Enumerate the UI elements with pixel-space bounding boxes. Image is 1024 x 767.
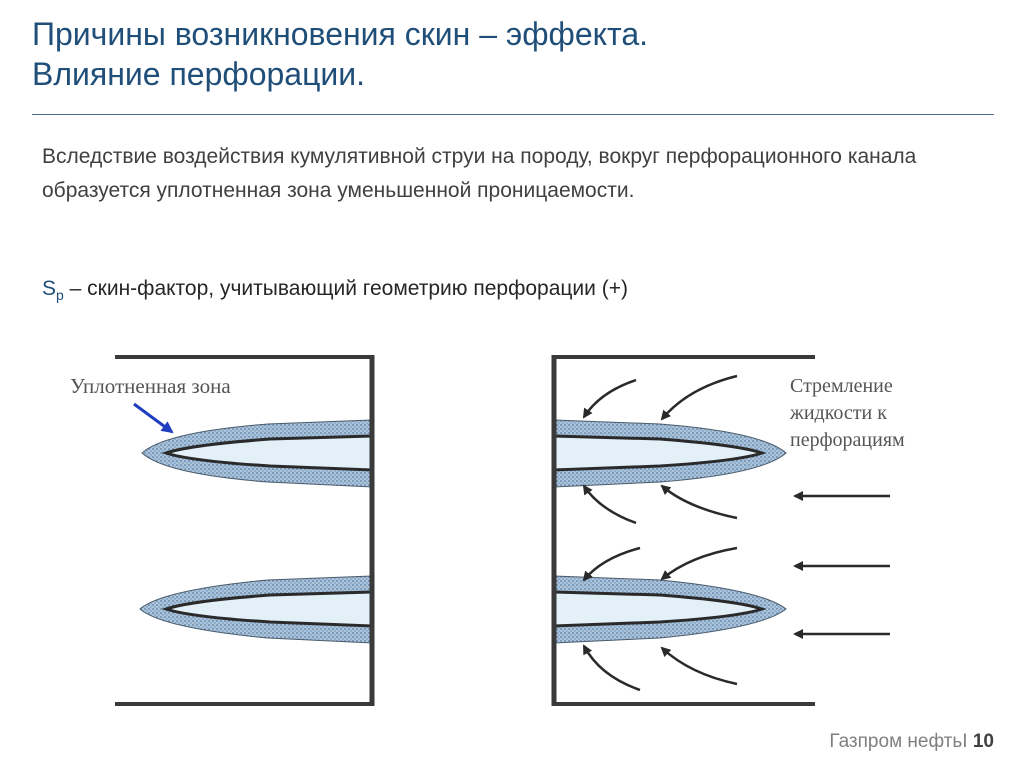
perforation-lower-left	[140, 576, 372, 643]
flow-label	[789, 375, 905, 451]
page-number: 10	[972, 731, 994, 752]
flow-arrow	[584, 380, 636, 417]
flow-arrow	[662, 376, 737, 419]
flow-arrow	[584, 486, 636, 523]
slide-footer	[829, 731, 994, 753]
skin-factor-text: – скин-фактор, учитывающий геометрию перфорации (+)	[63, 277, 628, 300]
slide-title-line-2: Влияние перфорации.	[32, 56, 366, 92]
flow-label-line-3: перфорациям	[790, 429, 905, 451]
skin-factor-definition	[42, 274, 992, 310]
slide-title	[32, 14, 992, 94]
title-divider	[32, 114, 994, 115]
compacted-zone-label: Уплотненная зона	[70, 374, 231, 398]
footer-separator: I	[962, 731, 968, 752]
body-paragraph: Вследствие воздействия кумулятивной струи на породу, вокруг перфорационного канала образуется уплотненная зона уменьшенной проницаемости.	[42, 145, 917, 202]
perforation-upper-left	[142, 420, 372, 487]
flow-arrow	[662, 648, 737, 684]
skin-symbol-subscript: p	[56, 287, 64, 304]
flow-arrow	[662, 486, 737, 518]
skin-symbol-letter: S	[42, 277, 57, 300]
footer-brand: Газпром нефть	[829, 731, 963, 752]
slide-title-line-1: Причины возникновения скин – эффекта.	[32, 16, 648, 52]
perforation-upper-right	[554, 420, 786, 487]
perforation-diagram	[0, 340, 1024, 720]
perforation-lower-right	[554, 576, 786, 643]
skin-factor-symbol	[42, 277, 64, 304]
flow-label-line-1: Стремление	[790, 375, 893, 397]
flow-arrow	[584, 548, 640, 580]
wellbore	[372, 355, 554, 706]
compacted-zone-pointer-arrow	[134, 404, 172, 432]
flow-label-line-2: жидкости к	[790, 402, 887, 424]
flow-arrow	[662, 548, 737, 579]
flow-arrow	[584, 646, 640, 690]
